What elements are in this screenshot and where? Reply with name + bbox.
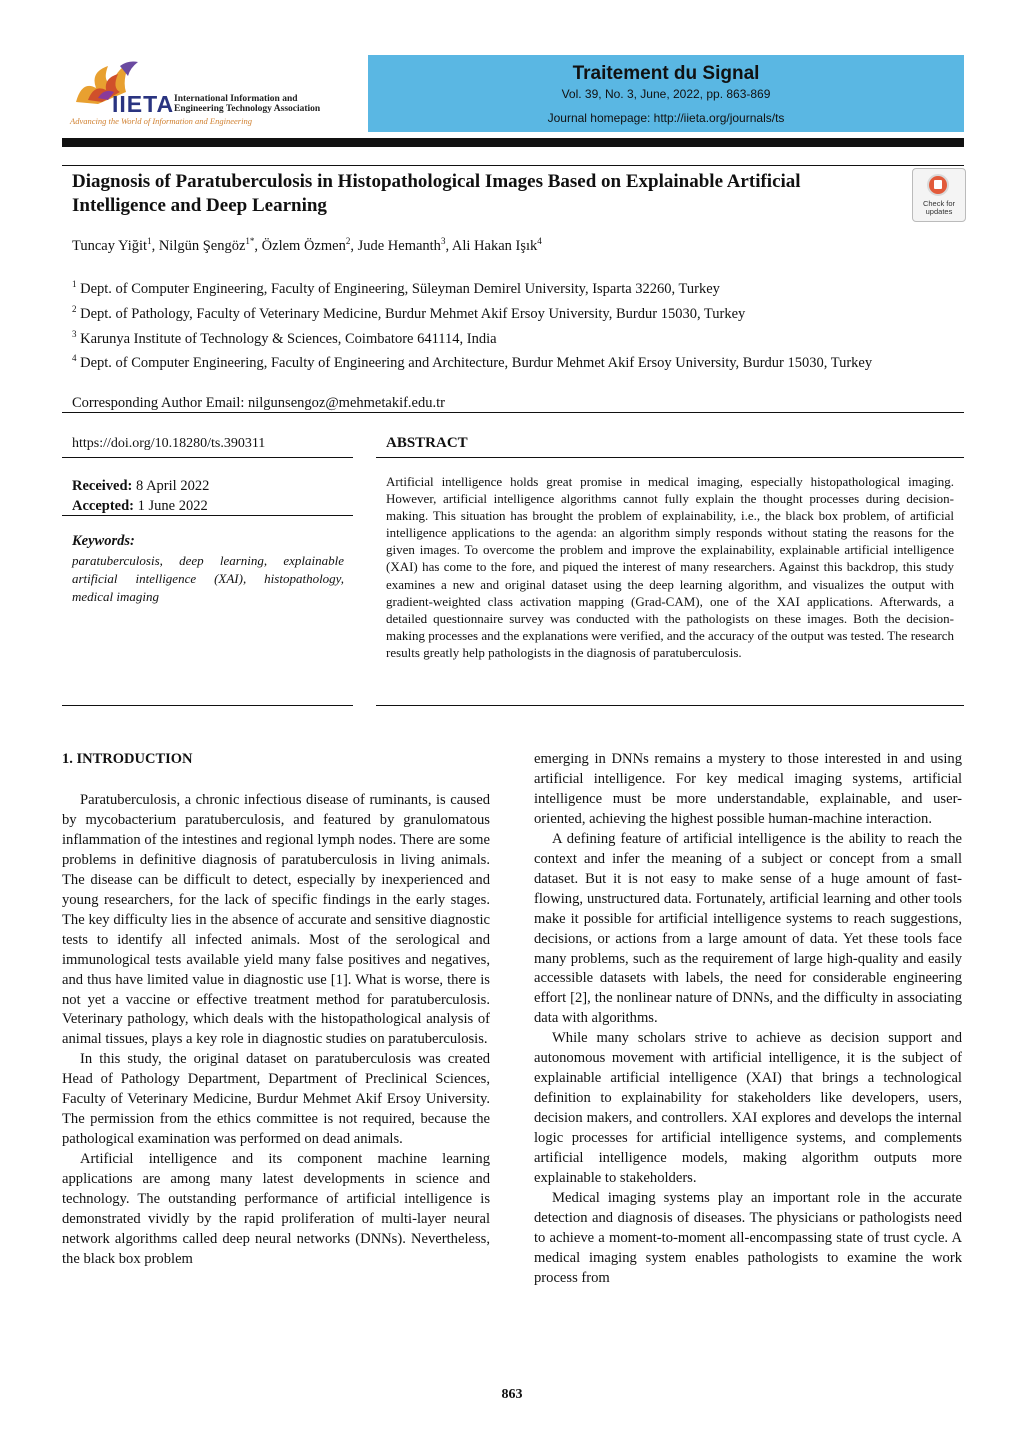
publisher-motto: Advancing the World of Information and Engineering	[70, 116, 252, 126]
received-date: 8 April 2022	[136, 478, 210, 494]
paragraph: emerging in DNNs remains a mystery to those interested in and using artificial intelligence. For key medical imaging systems, artificial intelligence must be more understandable, explainable, and user-oriented, achieving the highest possible human-machine interaction.	[534, 751, 962, 827]
affiliation: $^3$ Karunya Institute of Technology & Sciences, Coimbatore 641114, India	[72, 328, 497, 347]
abstract-divider	[376, 457, 964, 458]
journal-volume: Vol. 39, No. 3, June, 2022, pp. 863-869	[561, 87, 771, 101]
affiliation: $^2$ Dept. of Pathology, Faculty of Veterinary Medicine, Burdur Mehmet Akif Ersoy University, Burdur 15030, Turkey	[72, 303, 746, 322]
keywords-text: paratuberculosis, deep learning, explainable artificial intelligence (XAI), histopathology, medical imaging	[72, 553, 344, 604]
dates-divider	[62, 515, 353, 516]
title-divider	[62, 165, 964, 166]
journal-banner	[368, 55, 964, 132]
author: Nilgün Şengöz	[158, 237, 246, 254]
keywords-heading: Keywords:	[72, 533, 135, 549]
paper-title: Diagnosis of Paratuberculosis in Histopathological Images Based on Explainable Artificial Intelligence and Deep Learning	[72, 171, 801, 216]
keywords-divider	[62, 705, 353, 706]
abstract-heading: ABSTRACT	[386, 435, 468, 451]
doi-link[interactable]: https://doi.org/10.18280/ts.390311	[72, 436, 266, 451]
publisher-logo	[68, 58, 328, 130]
author: Özlem Özmen	[261, 237, 346, 254]
affiliation-list	[72, 274, 952, 373]
affiliation: $^4$ Dept. of Computer Engineering, Faculty of Engineering and Architecture, Burdur Mehmet Akif Ersoy University, Burdur 15030, Turkey	[72, 353, 873, 372]
abstract-text: Artificial intelligence holds great promise in medical imaging, especially histopathological imaging. However, artificial intelligence algorithms cannot fully explain the thought processes during decision-making. This situation has brought the problem of explainability, i.e., the black box problem, of artificial intelligence applications to the agenda: an algorithm simply responds without stating the reasons for the given images. To overcome the problem and improve the explainability, explainable artificial intelligence (XAI) has come to the fore, and piqued the interest of many researchers. Against this backdrop, this study examines a new and original dataset using the deep learning algorithm, and visualizes the output with gradient-weighted class activation mapping (Grad-CAM), one of the XAI applications. Afterwards, a detailed questionnaire survey was conducted with the pathologists on these images. Both the decision-making processes and the explanations were verified, and the accuracy of the output was tested. The research results greatly help pathologists in the diagnosis of paratuberculosis.	[386, 474, 954, 660]
check-for-updates-button[interactable]	[912, 168, 966, 222]
publisher-name: International Information and Engineering Technology Association	[174, 94, 321, 114]
paragraph: While many scholars strive to achieve as decision support and autonomous movement with artificial intelligence, it is the subject of explainable artificial intelligence (XAI) that brings a technological definition to explainability for stakeholders like developers, users, decision makers, and controllers. XAI explores and develops the internal logic processes for artificial intelligence systems, and complements artificial intelligence models, making algorithm outputs more explainable to stakeholders.	[534, 1030, 962, 1187]
journal-title: Traitement du Signal	[572, 63, 760, 84]
affiliation: $^1$ Dept. of Computer Engineering, Faculty of Engineering, Süleyman Demirel University, Isparta 32260, Turkey	[72, 279, 720, 297]
author: Ali Hakan Işık	[451, 237, 538, 254]
corresponding-email[interactable]: Corresponding Author Email: nilgunsengoz@mehmetakif.edu.tr	[72, 395, 445, 411]
paragraph: Medical imaging systems play an important role in the accurate detection and diagnosis of diseases. The physicians or pathologists need to achieve a moment-to-moment all-encompassing state of trust cycle. A medical imaging system enables pathologists to examine the work process from	[534, 1189, 962, 1286]
author: Jude Hemanth	[357, 237, 441, 254]
section-heading: 1. INTRODUCTION	[62, 751, 193, 767]
dates: Received: 8 April 2022 Accepted: 1 June 2022	[72, 478, 210, 514]
paragraph: A defining feature of artificial intelligence is the ability to reach the context and infer the meaning of a subject or concept from a small dataset. But it is not easy to make sense of a huge amount of fast-flowing, unstructured data. Fortunately, artificial learning and other tools make it possible for artificial intelligence systems to reach suggestions, decisions, or actions from a large amount of data. Yet these tools face many problems, such as the requirement of large high-quality and easily accessible datasets with labels, the need for considerable engineering effort [2], the nonlinear nature of DNNs, and the difficulty in associating data with algorithms.	[534, 830, 962, 1027]
abstract-bottom-divider	[376, 705, 964, 706]
author: Tuncay Yiğit	[72, 237, 148, 254]
paragraph: In this study, the original dataset on paratuberculosis was created Head of Pathology Department, Department of Preclinical Sciences, Faculty of Veterinary Medicine, Burdur Mehmet Akif Ersoy University. The permission from the ethics committee is not required, because the pathological examination was performed on dead animals.	[62, 1051, 490, 1148]
check-badge-label: Check for updates	[922, 199, 956, 216]
bookmark-icon	[927, 174, 949, 196]
logo-text: IIETA	[112, 91, 175, 117]
paragraph: Paratuberculosis, a chronic infectious disease of ruminants, is caused by mycobacterium paratuberculosis, and featured by granulomatous inflammation of the intestines and regional lymph nodes. There are some problems in definitive diagnosis of paratuberculosis in living animals. The disease can be difficult to detect, especially by inexperienced and young researchers, for the lack of specific findings in the early stages. The key difficulty lies in the absence of accurate and sensitive diagnostic tests to identify all infected animals. Most of the serological and immunological tests available yield many false positives and negatives, and thus have limited value in diagnostic use [1]. What is worse, there is not yet a vaccine or effective treatment method for paratuberculosis. Veterinary pathology, which deals with the histopathological analysis of animal tissues, plays a key role in diagnostic studies on paratuberculosis.	[62, 792, 490, 1048]
author-list: Tuncay Yiğit$^1$, Nilgün Şengöz$^{1*}$, Özlem Özmen$^2$, Jude Hemanth$^3$, Ali Hakan Işık$^4$	[72, 236, 542, 254]
header-divider	[62, 138, 964, 147]
body-column-left	[62, 791, 490, 1270]
journal-homepage-link[interactable]: Journal homepage: http://iieta.org/journals/ts	[547, 111, 785, 125]
body-column-right	[534, 750, 962, 1289]
page-number: 863	[501, 1387, 523, 1402]
affiliation-divider	[62, 412, 964, 413]
accepted-date: 1 June 2022	[137, 498, 208, 514]
doi-divider	[62, 457, 353, 458]
paragraph: Artificial intelligence and its component machine learning applications are among many latest developments in science and technology. The outstanding performance of artificial intelligence is demonstrated vividly by the rapid proliferation of multi-layer neural network algorithms called deep neural networks (DNNs). Nevertheless, the black box problem	[62, 1151, 490, 1267]
